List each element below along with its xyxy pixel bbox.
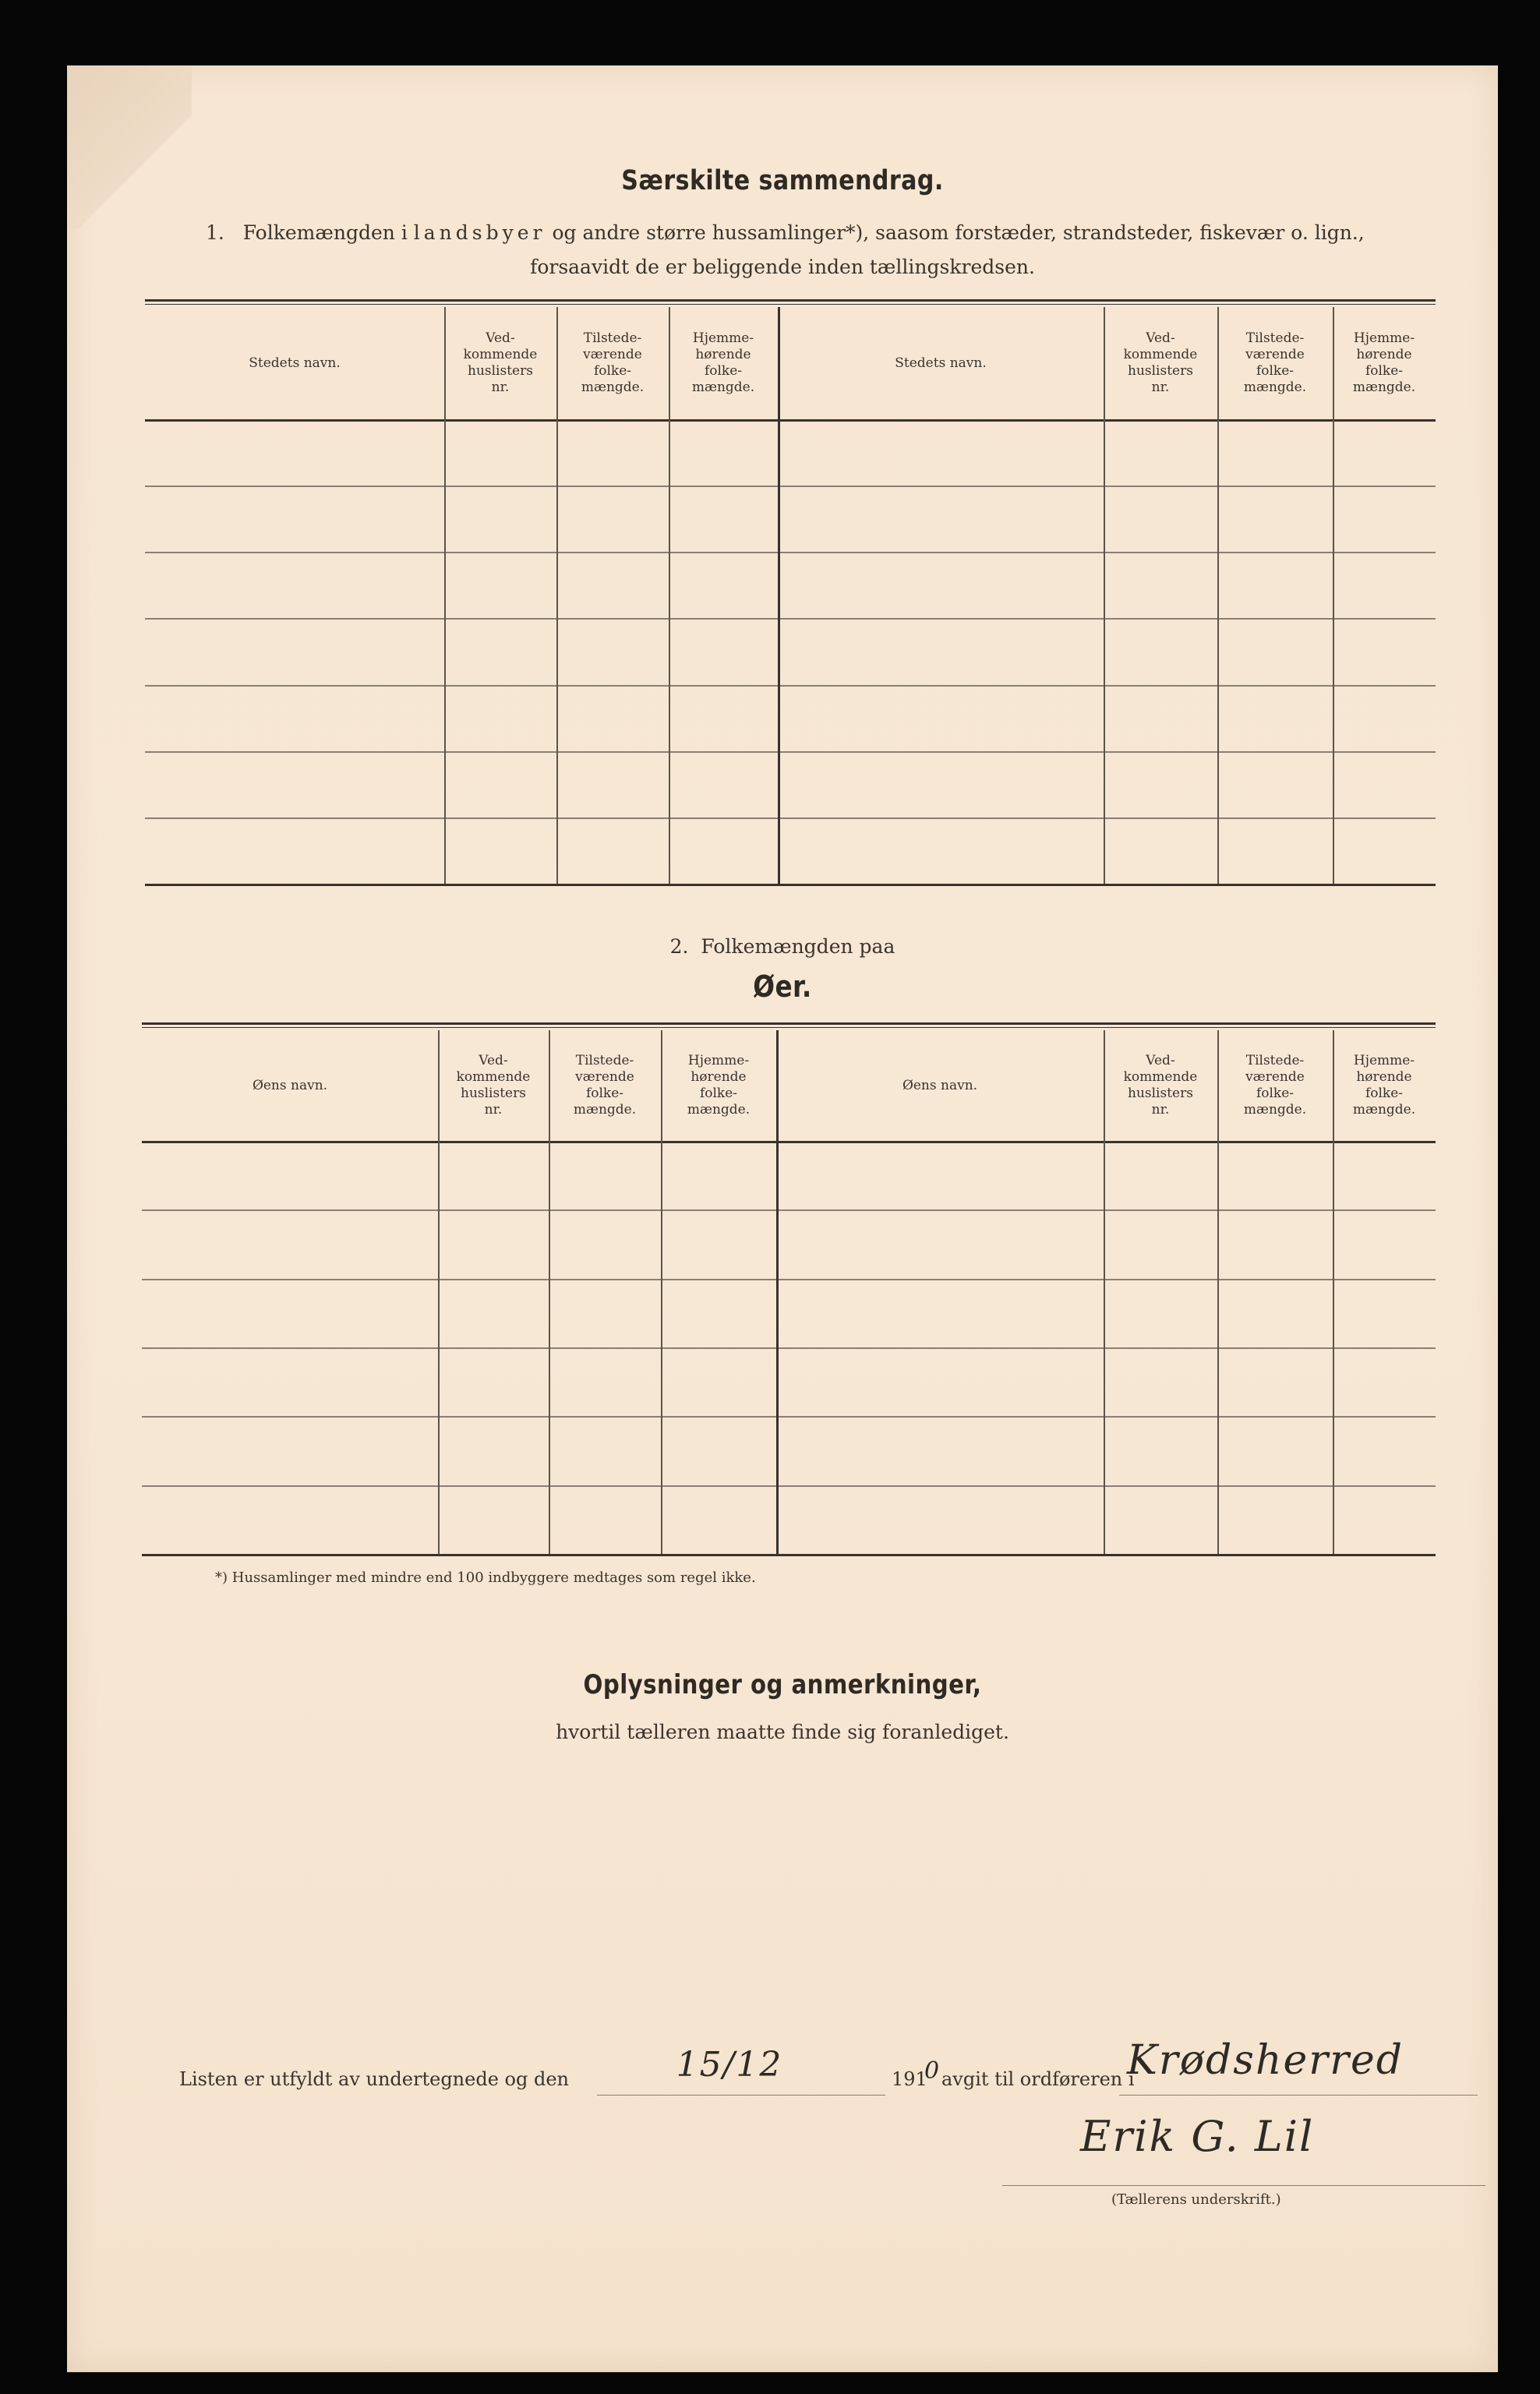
signature-caption: (Tællerens underskrift.)	[1111, 2191, 1281, 2208]
remarks-title: Oplysninger og anmerkninger,	[583, 1669, 982, 1700]
section1-intro-line1	[206, 221, 1468, 244]
column-header: Hjemme- hørende folke- mængde.	[1352, 330, 1416, 395]
column-header: Ved- kommende huslisters nr.	[1123, 330, 1198, 395]
column-header: Hjemme- hørende folke- mængde.	[687, 1053, 751, 1118]
table-top-rule-thin	[145, 304, 1436, 305]
column-header: Øens navn.	[252, 1077, 328, 1093]
table-row-line	[142, 1209, 1436, 1211]
column-header: Ved- kommende huslisters nr.	[1123, 1053, 1198, 1118]
municipality-name: Krødsherred	[1127, 2037, 1404, 2084]
column-header: Hjemme- hørende folke- mængde.	[691, 330, 755, 395]
table-header-rule	[145, 419, 1436, 422]
table-row-line	[142, 1347, 1436, 1349]
year-digit: 0	[924, 2057, 941, 2085]
section2-heading-text: Folkemængden paa	[701, 935, 895, 958]
folded-corner	[67, 65, 192, 229]
section2-title: Øer.	[753, 969, 812, 1004]
enumerator-signature: Erik G. Lil	[1080, 2112, 1315, 2161]
column-header: Stedets navn.	[249, 355, 341, 371]
column-header: Tilstede- værende folke- mængde.	[581, 330, 645, 395]
completion-date: 15/12	[676, 2045, 783, 2085]
table-row-line	[145, 552, 1436, 553]
section1-number: 1.	[206, 221, 224, 244]
column-header: Tilstede- værende folke- mængde.	[1243, 330, 1307, 395]
footnote: *) Hussamlinger med mindre end 100 indbyggere medtages som regel ikke.	[215, 1570, 756, 1586]
table-row-line	[145, 486, 1436, 487]
completion-text: Listen er utfyldt av undertegnede og den	[179, 2068, 570, 2090]
table-row-line	[142, 1485, 1436, 1487]
table-row-line	[145, 618, 1436, 620]
year-prefix: 191	[892, 2068, 927, 2090]
section1-intro-line2: forsaavidt de er beliggende inden tællingskredsen.	[530, 256, 1035, 278]
table-row-line	[142, 1279, 1436, 1280]
column-header: Ved- kommende huslisters nr.	[456, 1053, 531, 1118]
column-header: Tilstede- værende folke- mængde.	[1243, 1053, 1307, 1118]
column-header: Tilstede- værende folke- mængde.	[573, 1053, 637, 1118]
date-underline	[597, 2095, 885, 2096]
table-bottom-rule	[145, 884, 1436, 886]
section1-text-a: Folkemængden i	[242, 221, 408, 244]
section1-text-spaced: landsbyer	[413, 221, 546, 244]
column-header: Øens navn.	[902, 1077, 978, 1093]
table-row-line	[142, 1416, 1436, 1418]
municipality-underline	[1119, 2095, 1478, 2096]
census-page	[67, 65, 1498, 2372]
column-header: Hjemme- hørende folke- mængde.	[1352, 1053, 1416, 1118]
table-row-line	[145, 751, 1436, 753]
section1-text-b: og andre større hussamlinger*), saasom forstæder, strandsteder, fiskevær o. lign.,	[552, 221, 1365, 244]
remarks-subtitle: hvortil tælleren maatte finde sig foranlediget.	[556, 1721, 1009, 1743]
table-row-line	[145, 817, 1436, 819]
section2-number: 2.	[669, 935, 689, 958]
table-top-rule	[142, 1022, 1436, 1025]
section2-heading	[67, 935, 1498, 958]
page-title: Særskilte sammendrag.	[621, 165, 944, 196]
table-top-rule-thin	[142, 1027, 1436, 1028]
handover-text: avgit til ordføreren i	[941, 2068, 1135, 2090]
column-header: Ved- kommende huslisters nr.	[463, 330, 538, 395]
column-header: Stedets navn.	[895, 355, 987, 371]
table-bottom-rule	[142, 1554, 1436, 1556]
table-top-rule	[145, 299, 1436, 302]
signature-underline	[1002, 2185, 1485, 2186]
table-row-line	[145, 685, 1436, 687]
table-header-rule	[142, 1141, 1436, 1143]
